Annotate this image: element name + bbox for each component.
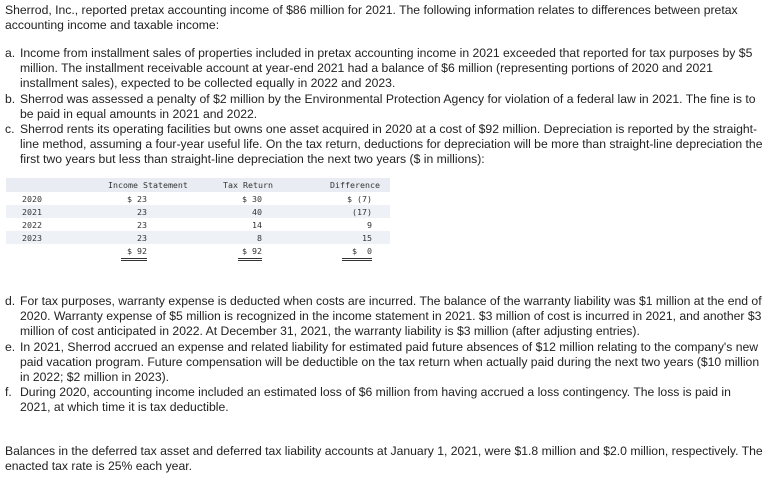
item-label: f. [5,385,12,399]
item-label: a. [5,46,16,60]
table-row [6,218,390,231]
table-row [6,231,390,244]
total-difference: $ 0 [342,245,372,261]
row-year: 2021 [22,207,42,217]
item-c [5,122,763,167]
item-a [5,46,763,91]
header-tax-return: Tax Return [223,180,273,190]
header-income-statement: Income Statement [108,180,188,190]
row-difference: $ (7) [347,194,372,204]
row-tax-return: 40 [252,207,262,217]
row-year: 2022 [22,220,42,230]
item-text: In 2021, Sherrod accrued an expense and related liability for estimated paid future absences of $12 million relating to the company's new paid vacation program. Future compensation will be deductible on the tax return when actually paid during the next two years ($10 million in 2022; $2 million in 2023). [20,340,760,384]
row-tax-return: 8 [238,232,262,246]
row-income-statement: $ 23 [127,194,147,204]
table-total-row [6,244,390,260]
item-label: c. [5,122,15,136]
item-text: Sherrod rents its operating facilities but owns one asset acquired in 2020 at a cost of $92 million. Depreciation is reported by the straight-line method, assuming a four-year useful life. On the tax return, deductions for depreciation will be more than straight-line depreciation the first two years but less than straight-line depreciation the next two years ($ in millions): [20,122,763,166]
item-f [5,385,763,415]
item-text: Income from installment sales of properties included in pretax accounting income in 2021 exceeded that reported for tax purposes by $5 million. The installment receivable account at year-end 2021 had a balance of $6 million (representing portions of 2020 and 2021 installment sales), expected to be collected equally in 2022 and 2023. [20,46,753,90]
item-e [5,340,763,385]
row-year: 2023 [22,233,42,243]
total-income-statement: $ 92 [121,245,147,261]
row-income-statement: 23 [137,207,147,217]
header-difference: Difference [330,180,380,190]
table-row [6,205,390,218]
row-difference: 9 [367,220,372,230]
row-income-statement: 23 [137,220,147,230]
row-difference: 15 [342,232,372,246]
row-tax-return: 14 [252,220,262,230]
item-text: Sherrod was assessed a penalty of $2 million by the Environmental Protection Agency for violation of a federal law in 2021. The fine is to be paid in equal amounts in 2021 and 2022. [20,92,756,121]
row-tax-return: $ 30 [242,194,262,204]
item-b [5,92,763,122]
item-label: d. [5,294,16,308]
item-label: e. [5,340,16,354]
row-income-statement: 23 [121,232,147,246]
item-text: During 2020, accounting income included an estimated loss of $6 million from having accrued a loss contingency. The loss is paid in 2021, at which time it is tax deductible. [20,385,731,414]
item-text: For tax purposes, warranty expense is deducted when costs are incurred. The balance of the warranty liability was $1 million at the end of 2020. Warranty expense of $5 million is recognized in the income statement in 2021. $3 million of cost is incurred in 2021, and another $3 million of cost anticipated in 2022. At December 31, 2021, the warranty liability is $3 million (after adjusting entries). [20,294,762,338]
problem-intro: Sherrod, Inc., reported pretax accounting income of $86 million for 2021. The following information relates to differences between pretax accounting income and taxable income: [5,3,738,32]
item-d [5,294,763,339]
table-row [6,192,390,205]
depreciation-table [6,178,390,260]
table-header [6,178,390,192]
item-label: b. [5,92,16,106]
row-difference: (17) [352,207,372,217]
total-tax-return: $ 92 [238,245,262,261]
row-year: 2020 [22,194,42,204]
closing-note: Balances in the deferred tax asset and deferred tax liability accounts at January 1, 2021, were $1.8 million and $2.0 million, respectively. The enacted tax rate is 25% each year. [5,444,763,473]
